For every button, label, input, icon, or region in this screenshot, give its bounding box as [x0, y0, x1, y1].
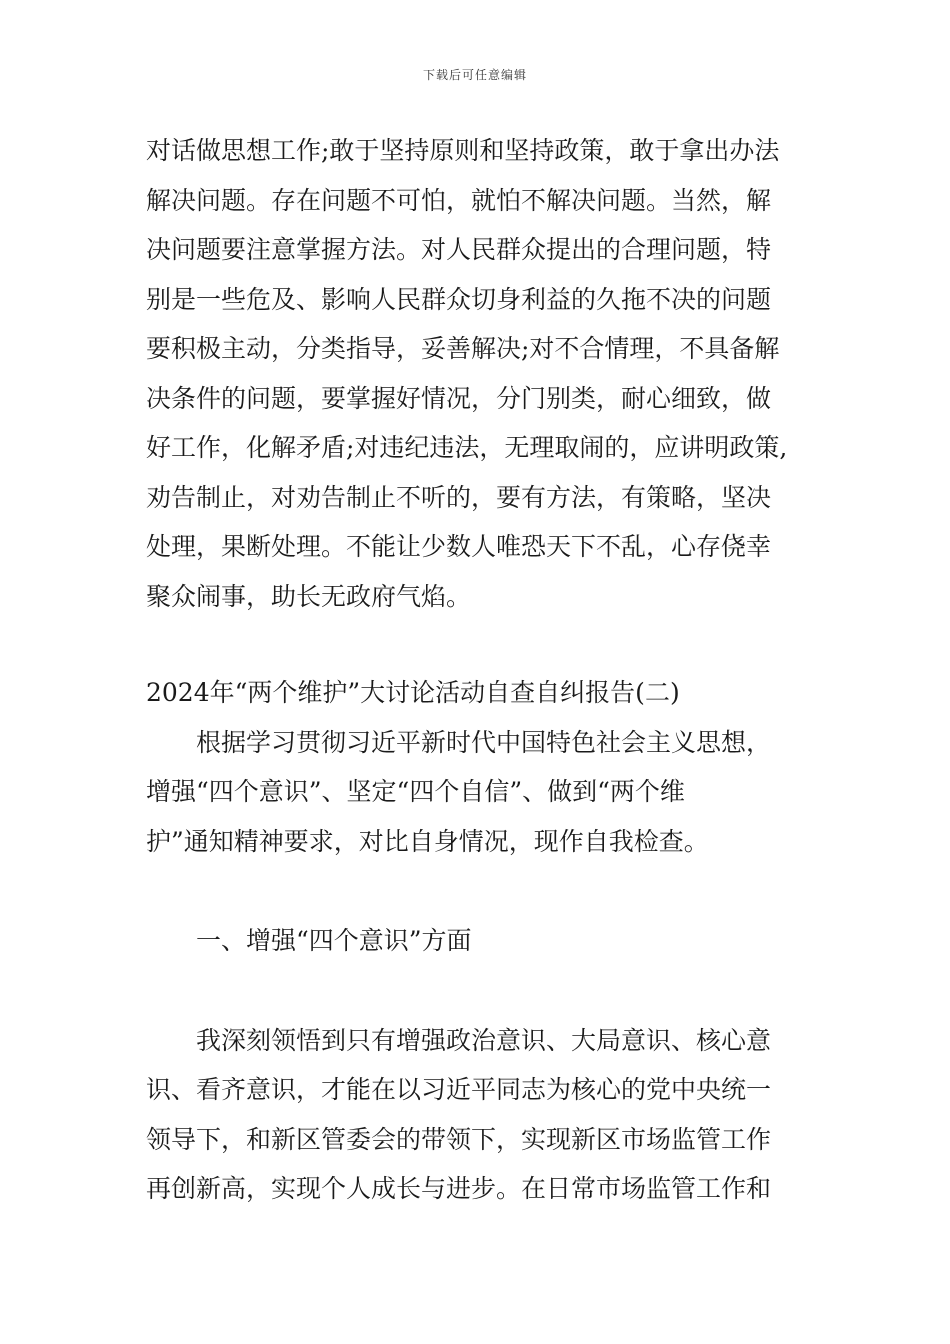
text-line: 处理，果断处理。不能让少数人唯恐天下不乱，心存侥幸 — [146, 532, 772, 561]
paragraph-2 — [146, 718, 814, 867]
text-line: 对话做思想工作;敢于坚持原则和坚持政策，敢于拿出办法 — [146, 136, 780, 165]
text-line: 识、看齐意识，才能在以习近平同志为核心的党中央统一 — [146, 1075, 772, 1104]
text-line: 劝告制止，对劝告制止不听的，要有方法，有策略，坚决 — [146, 482, 772, 512]
document-body — [146, 126, 814, 1214]
section-title: 2024年“两个维护”大讨论活动自查自纠报告(二) — [146, 678, 680, 707]
text-line: 领导下，和新区管委会的带领下，实现新区市场监管工作 — [146, 1124, 772, 1154]
text-line: 好工作，化解矛盾;对违纪违法，无理取闹的，应讲明政策, — [146, 433, 788, 462]
text-line: 解决问题。存在问题不可怕，就怕不解决问题。当然，解 — [146, 185, 772, 215]
text-line: 根据学习贯彻习近平新时代中国特色社会主义思想， — [196, 727, 772, 757]
text-line: 再创新高，实现个人成长与进步。在日常市场监管工作和 — [146, 1174, 772, 1203]
text-line: 要积极主动，分类指导，妥善解决;对不合情理，不具备解 — [146, 334, 780, 363]
text-line: 决条件的问题，要掌握好情况，分门别类，耐心细致，做 — [146, 383, 772, 413]
text-line: 决问题要注意掌握方法。对人民群众提出的合理问题，特 — [146, 235, 772, 264]
spacer — [146, 621, 814, 668]
spacer — [146, 966, 814, 1016]
paragraph-1 — [146, 126, 814, 621]
text-line: 聚众闹事，助长无政府气焰。 — [146, 581, 472, 611]
text-line: 别是一些危及、影响人民群众切身利益的久拖不决的问题 — [146, 284, 772, 314]
paragraph-3 — [146, 1016, 814, 1214]
spacer — [146, 866, 814, 916]
text-line: 我深刻领悟到只有增强政治意识、大局意识、核心意 — [196, 1025, 772, 1055]
section-heading: 一、增强“四个意识”方面 — [196, 926, 472, 955]
header-note: 下载后可任意编辑 — [422, 68, 527, 82]
text-line: 增强“四个意识”、坚定“四个自信”、做到“两个维 — [146, 777, 685, 806]
text-line: 护”通知精神要求，对比自身情况，现作自我检查。 — [146, 826, 709, 856]
